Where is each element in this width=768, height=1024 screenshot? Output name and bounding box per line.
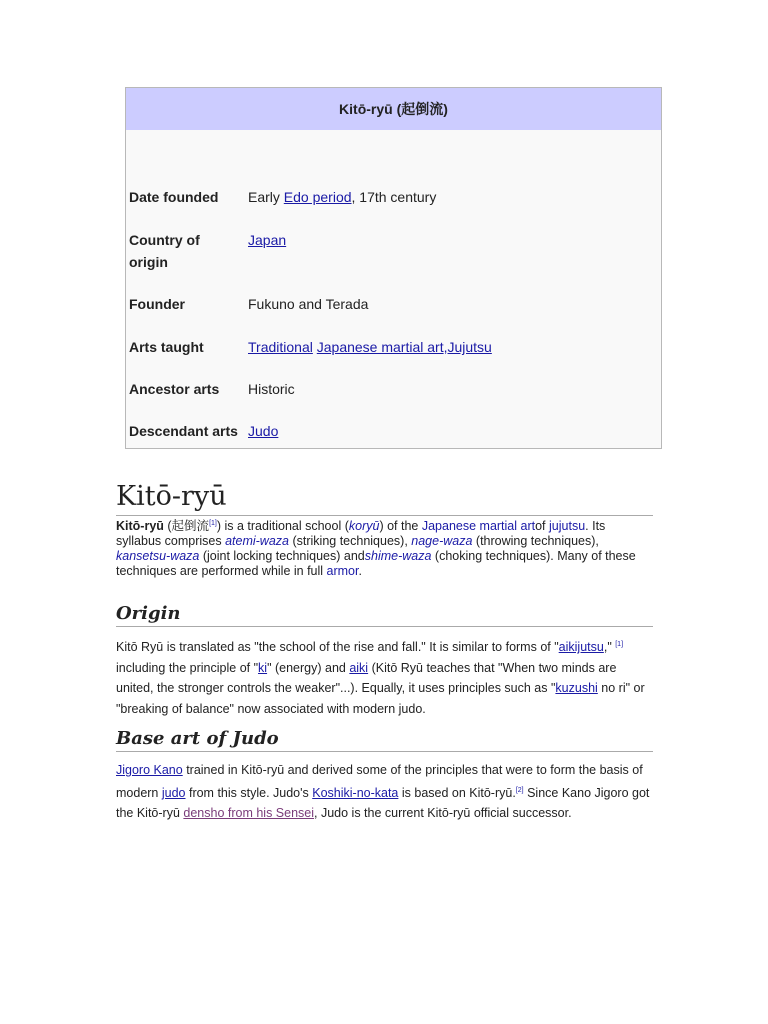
link-koshiki-no-kata[interactable]: Koshiki-no-kata [312,785,399,800]
reference-marker[interactable]: [1] [209,520,217,527]
infobox-value: Early Edo period, 17th century [248,189,437,205]
link-kuzushi[interactable]: kuzushi [555,681,598,696]
link-jujutsu[interactable]: ,Jujutsu [443,339,492,355]
infobox-label: Ancestor arts [129,381,220,397]
infobox-value [248,420,648,442]
link-japan[interactable]: Japan [248,232,287,248]
reference-marker[interactable]: [2] [515,786,524,794]
infobox-label: Arts taught [129,339,204,355]
infobox-label: Date founded [129,189,219,205]
infobox-label: Country of origin [129,232,200,270]
link-traditional[interactable]: Traditional [248,339,313,355]
infobox-value [248,336,648,358]
link-ki[interactable]: ki [258,660,268,675]
infobox-title: Kitō-ryū (起倒流) [126,88,661,130]
link-densho[interactable]: densho from his Sensei [183,806,315,821]
link-judo[interactable]: judo [161,785,186,800]
link-jigoro-kano[interactable]: Jigoro Kano [116,763,183,777]
lead-bold-term: Kitō-ryū [116,519,164,534]
link-aiki[interactable]: aiki [349,660,369,675]
infobox [125,87,662,449]
origin-paragraph: Kitō Ryū is translated as "the school of the rise and fall." It is similar to forms of "aikijutsu," [1] including the principle of "ki" (energy) and aiki (Kitō Ryū teaches that "When two minds are united, the stronger controls the weaker"...). Equally, it uses principles such as "kuzushi no ri" or "breaking of balance" now associated with modern judo. [116,640,645,716]
link-japanese-martial-art-lead[interactable]: Japanese martial art [421,519,536,534]
link-kansetsu-waza[interactable]: kansetsu-waza [116,549,200,564]
infobox-label: Founder [129,296,185,312]
section-heading-base-art: Base art of Judo [116,727,653,752]
link-aikijutsu[interactable]: aikijutsu [558,640,604,655]
infobox-value [248,229,648,251]
link-atemi-waza[interactable]: atemi-waza [225,534,289,549]
link-judo-infobox[interactable]: Judo [248,423,279,439]
link-koryu[interactable]: koryū [348,519,380,534]
page-title: Kitō-ryū [116,480,653,516]
infobox-value: Historic [248,381,295,397]
link-shime-waza[interactable]: shime-waza [364,549,432,564]
infobox-value: Fukuno and Terada [248,296,369,312]
link-nage-waza[interactable]: nage-waza [411,534,473,549]
base-art-paragraph: Jigoro Kano trained in Kitō-ryū and derived some of the principles that were to form the basis of modern judo from this style. Judo's Koshiki-no-kata is based on Kitō-ryū.[2] Since Kano Jigoro got the Kitō-ryū densho from his Sensei, Judo is the current Kitō-ryū official successor. [116,763,650,821]
link-armor[interactable]: armor [326,564,359,579]
link-japanese-martial-art[interactable]: Japanese martial art [316,339,444,355]
section-heading-origin: Origin [116,602,653,627]
infobox-label: Descendant arts [129,423,238,439]
link-jujutsu-lead[interactable]: jujutsu [549,519,586,534]
reference-marker[interactable]: [1] [615,641,624,648]
link-edo-period[interactable]: Edo period [283,189,352,205]
lead-paragraph: Kitō-ryū (起倒流[1]) is a traditional school (koryū) of the Japanese martial artof jujutsu. Its syllabus comprises atemi-waza (striking techniques), nage-waza (throwing techniques), kansetsu-waza (joint locking techniques) andshime-waza (choking techniques). Many of these techniques are performed while in full armor. [116,519,636,579]
